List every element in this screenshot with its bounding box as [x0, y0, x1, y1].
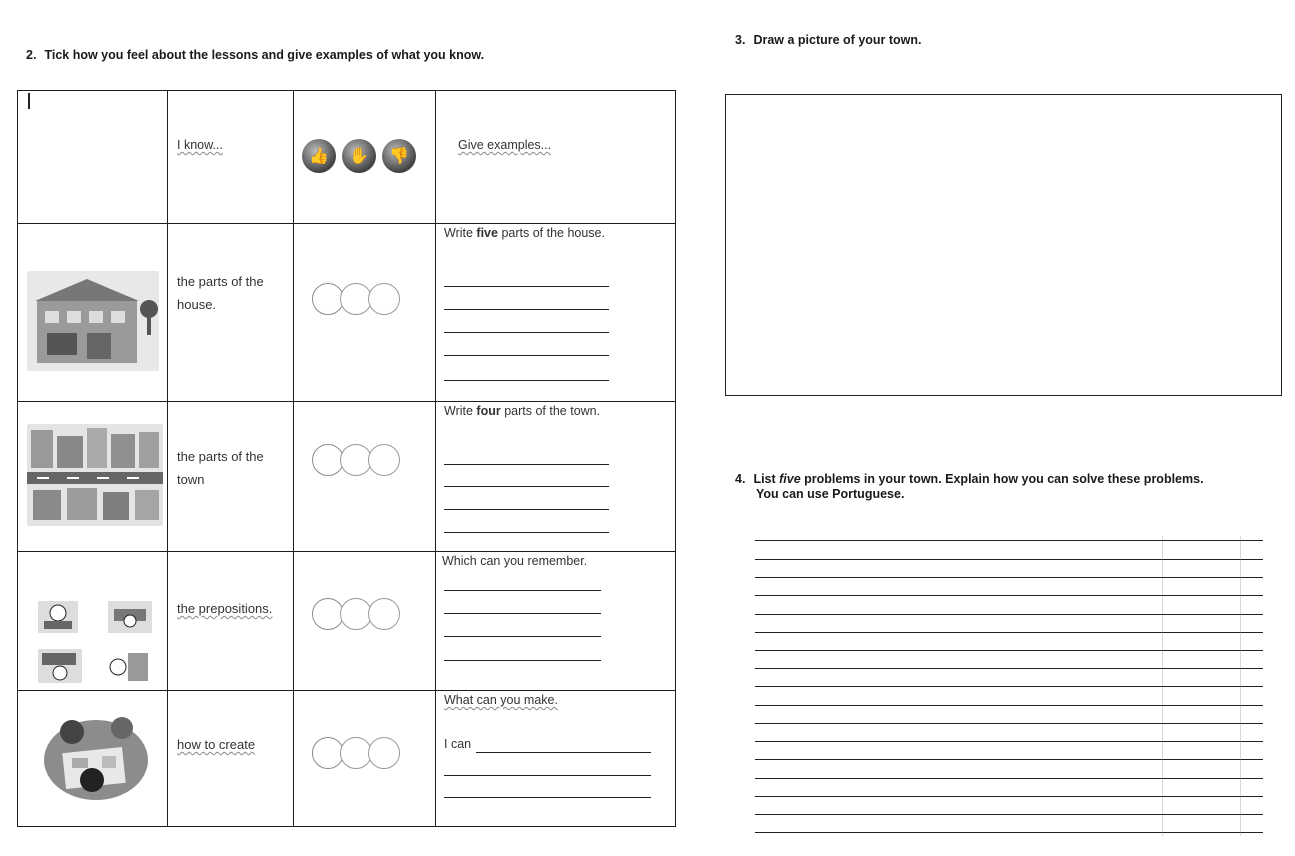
answer-line[interactable]: [755, 705, 1263, 706]
question-number: 4.: [735, 472, 746, 486]
answer-line[interactable]: [755, 559, 1263, 560]
task-text: Write four parts of the town.: [444, 404, 601, 418]
examples-cell: [436, 552, 676, 691]
know-text: the parts of the town: [177, 449, 264, 487]
hand-flat-icon: ✋: [342, 139, 376, 173]
answer-line[interactable]: [755, 540, 1263, 541]
rating-circle-sad[interactable]: [368, 283, 400, 315]
picture-cell: [18, 691, 168, 827]
examples-cell: [436, 402, 676, 552]
know-text: the parts of the house.: [177, 274, 264, 312]
thumbs-down-icon: 👎: [382, 139, 416, 173]
answer-line[interactable]: [444, 532, 609, 533]
header-empty-cell: [18, 91, 168, 224]
rating-cell[interactable]: [294, 402, 436, 552]
answer-line[interactable]: [476, 752, 651, 753]
picture-cell: [18, 224, 168, 402]
answer-line[interactable]: [444, 486, 609, 487]
rating-circle-sad[interactable]: [368, 444, 400, 476]
rating-circle-sad[interactable]: [368, 737, 400, 769]
picture-cell: [18, 402, 168, 552]
know-text: the prepositions.: [177, 601, 273, 616]
task-text: What can you make.: [444, 693, 558, 707]
question-2-heading: [26, 48, 484, 62]
table-row: [18, 402, 676, 552]
table-row: [18, 552, 676, 691]
feelings-icons: [302, 139, 416, 173]
header-feelings-cell: [294, 91, 436, 224]
rating-cell[interactable]: [294, 224, 436, 402]
town-illustration: [27, 424, 163, 526]
know-text: how to create: [177, 737, 256, 752]
answer-line[interactable]: [755, 723, 1263, 724]
children-crafting-illustration: [42, 710, 150, 802]
question-number: 3.: [735, 33, 746, 47]
question-number: 2.: [26, 48, 37, 62]
self-assessment-table: [17, 90, 676, 827]
answer-line[interactable]: [444, 332, 609, 333]
answer-line[interactable]: [444, 590, 601, 591]
answer-line[interactable]: [444, 775, 651, 776]
examples-cell: [436, 691, 676, 827]
answer-line[interactable]: [444, 636, 601, 637]
rating-circles[interactable]: [312, 444, 396, 476]
rating-circles[interactable]: [312, 737, 396, 769]
rating-circle-sad[interactable]: [368, 598, 400, 630]
table-row: [18, 691, 676, 827]
task-text: Write five parts of the house.: [444, 226, 605, 240]
answer-line[interactable]: [444, 355, 609, 356]
answer-line[interactable]: [755, 832, 1263, 833]
header-examples-cell: [436, 91, 676, 224]
rating-cell[interactable]: [294, 552, 436, 691]
thumbs-up-icon: 👍: [302, 139, 336, 173]
answer-line[interactable]: [755, 668, 1263, 669]
header-know-cell: [168, 91, 294, 224]
question-text: Draw a picture of your town.: [753, 33, 922, 47]
answer-line[interactable]: [755, 595, 1263, 596]
answer-line[interactable]: [444, 613, 601, 614]
examples-cell: [436, 224, 676, 402]
answer-line[interactable]: [444, 509, 609, 510]
drawing-area[interactable]: [725, 94, 1282, 396]
answer-line[interactable]: [444, 660, 601, 661]
question-4-heading: [735, 472, 1204, 502]
prepositions-illustration: [36, 597, 154, 687]
answer-line[interactable]: [755, 796, 1263, 797]
know-cell: [168, 691, 294, 827]
question-subtext: You can use Portuguese.: [756, 487, 905, 501]
header-examples-label: Give examples...: [458, 138, 552, 152]
answer-line[interactable]: [755, 577, 1263, 578]
answer-line[interactable]: [755, 814, 1263, 815]
answer-line[interactable]: [444, 380, 609, 381]
answer-line[interactable]: [444, 464, 609, 465]
task-text: Which can you remember.: [442, 554, 588, 568]
answer-line[interactable]: [755, 614, 1263, 615]
answer-line[interactable]: [755, 759, 1263, 760]
line-divider: [1162, 536, 1163, 836]
picture-cell: [18, 552, 168, 691]
rating-cell[interactable]: [294, 691, 436, 827]
answer-line[interactable]: [444, 797, 651, 798]
table-row: [18, 224, 676, 402]
answer-line[interactable]: [444, 309, 609, 310]
answer-line[interactable]: [755, 650, 1263, 651]
answer-line[interactable]: [755, 632, 1263, 633]
answer-line[interactable]: [755, 741, 1263, 742]
know-cell: [168, 552, 294, 691]
text-cursor: [28, 93, 30, 109]
rating-circles[interactable]: [312, 283, 396, 315]
header-know-label: I know...: [177, 138, 223, 152]
answer-line[interactable]: [755, 686, 1263, 687]
rating-circles[interactable]: [312, 598, 396, 630]
question-text: List five problems in your town. Explain how you can solve these problems.: [753, 472, 1204, 486]
answer-line[interactable]: [444, 286, 609, 287]
know-cell: [168, 224, 294, 402]
know-cell: [168, 402, 294, 552]
i-can-label: I can: [444, 737, 472, 751]
line-divider: [1240, 536, 1241, 836]
house-illustration: [27, 271, 159, 371]
question-text: Tick how you feel about the lessons and give examples of what you know.: [44, 48, 485, 62]
table-header-row: [18, 91, 676, 224]
question-3-heading: [735, 33, 922, 47]
answer-line[interactable]: [755, 778, 1263, 779]
